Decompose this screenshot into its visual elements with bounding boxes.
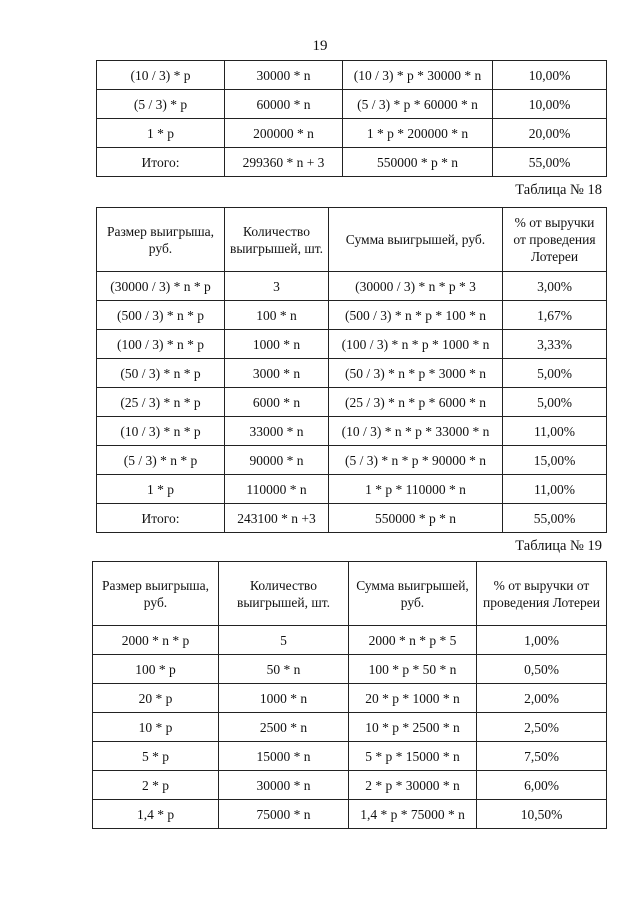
table-cell: (5 / 3) * n * p * 90000 * n [329,446,503,475]
table-cell: 5,00% [503,388,607,417]
table-cell: 15,00% [503,446,607,475]
table-cell: 20 * p * 1000 * n [349,684,477,713]
table-cell: (100 / 3) * n * p * 1000 * n [329,330,503,359]
table-cell: 20,00% [493,119,607,148]
table-cell: 2 * p [93,771,219,800]
table-cell: 2000 * n * p * 5 [349,626,477,655]
table-row [97,475,607,504]
table-cell: 30000 * n [225,61,343,90]
table-total-row [97,504,607,533]
table-cell: (5 / 3) * n * p [97,446,225,475]
column-header: Размер выигрыша, руб. [93,562,219,626]
table-cell: 6,00% [477,771,607,800]
table-row [93,800,607,829]
table-row [93,684,607,713]
table-cell: 5 * p * 15000 * n [349,742,477,771]
column-header: Количество выигрышей, шт. [219,562,349,626]
table-row [93,742,607,771]
table-cell: 100 * p * 50 * n [349,655,477,684]
page-number: 19 [312,38,328,54]
table-cell: 75000 * n [219,800,349,829]
column-header: Сумма выигрышей, руб. [349,562,477,626]
column-header: Сумма выигрышей, руб. [329,208,503,272]
table-cell: 1000 * n [225,330,329,359]
table-cell: 2 * p * 30000 * n [349,771,477,800]
table-cell: 55,00% [503,504,607,533]
table-cell: (50 / 3) * n * p * 3000 * n [329,359,503,388]
table-cell: 30000 * n [219,771,349,800]
table-cell: 5 * p [93,742,219,771]
table-row [93,771,607,800]
table-cell: 50 * n [219,655,349,684]
table-19-caption: Таблица № 19 [515,538,602,554]
table-cell: 299360 * n + 3 [225,148,343,177]
table-cell: 3,33% [503,330,607,359]
table-row [97,417,607,446]
table-cell: 1,4 * p * 75000 * n [349,800,477,829]
table-total-row [97,148,607,177]
table-cell: 1,00% [477,626,607,655]
table-row [97,330,607,359]
table-cell: (10 / 3) * n * p [97,417,225,446]
table-row [97,119,607,148]
table-cell: (30000 / 3) * n * p [97,272,225,301]
table-cell: (100 / 3) * n * p [97,330,225,359]
table-cell: 3 [225,272,329,301]
table-cell: (30000 / 3) * n * p * 3 [329,272,503,301]
table-cell: (10 / 3) * p [97,61,225,90]
table-row [93,626,607,655]
table-cell: 60000 * n [225,90,343,119]
table-cell: 90000 * n [225,446,329,475]
table-cell: 2,50% [477,713,607,742]
table-cell: 10 * p * 2500 * n [349,713,477,742]
table-cell: 7,50% [477,742,607,771]
table-cell: (50 / 3) * n * p [97,359,225,388]
table-cell: 550000 * p * n [343,148,493,177]
table-cell: 1,67% [503,301,607,330]
column-header: Количество выигрышей, шт. [225,208,329,272]
table-18-caption: Таблица № 18 [515,182,602,198]
table-cell: 200000 * n [225,119,343,148]
table-cell: 100 * n [225,301,329,330]
table-cell: 243100 * n +3 [225,504,329,533]
table-cell: 10 * p [93,713,219,742]
table-cell: 1 * p * 200000 * n [343,119,493,148]
table-cell: Итого: [97,148,225,177]
table-cell: 20 * p [93,684,219,713]
table-cell: (10 / 3) * n * p * 33000 * n [329,417,503,446]
table-cell: (10 / 3) * p * 30000 * n [343,61,493,90]
table-19 [92,561,607,829]
table-cell: 10,00% [493,61,607,90]
table-cell: 1000 * n [219,684,349,713]
table-cell: 5 [219,626,349,655]
table-cell: 5,00% [503,359,607,388]
table-row [97,272,607,301]
table-18-body [97,208,607,533]
table-row [93,713,607,742]
table-cell: 6000 * n [225,388,329,417]
table-cell: 11,00% [503,475,607,504]
table-row [93,655,607,684]
table-cell: (500 / 3) * n * p [97,301,225,330]
table-cell: 100 * p [93,655,219,684]
table-cell: 55,00% [493,148,607,177]
table-cell: 2500 * n [219,713,349,742]
table-cell: 11,00% [503,417,607,446]
table-cell: 10,50% [477,800,607,829]
table-cell: 2000 * n * p [93,626,219,655]
table-cell: 15000 * n [219,742,349,771]
table-row [97,446,607,475]
table-row [97,90,607,119]
table-cell: 0,50% [477,655,607,684]
table-cell: 1 * p * 110000 * n [329,475,503,504]
table-header-row [97,208,607,272]
column-header: % от выручки от проведения Лотереи [477,562,607,626]
table-cell: (25 / 3) * n * p * 6000 * n [329,388,503,417]
table-17-body [97,61,607,177]
table-cell: 110000 * n [225,475,329,504]
table-cell: 10,00% [493,90,607,119]
table-cell: Итого: [97,504,225,533]
table-header-row [93,562,607,626]
table-row [97,301,607,330]
table-18 [96,207,607,533]
table-cell: 1 * p [97,119,225,148]
column-header: % от выручки от проведения Лотереи [503,208,607,272]
table-cell: 33000 * n [225,417,329,446]
table-row [97,61,607,90]
table-cell: (500 / 3) * n * p * 100 * n [329,301,503,330]
table-17-continued [96,60,607,177]
table-cell: (25 / 3) * n * p [97,388,225,417]
column-header: Размер выигрыша, руб. [97,208,225,272]
table-cell: 1,4 * p [93,800,219,829]
table-row [97,359,607,388]
table-row [97,388,607,417]
table-cell: 3000 * n [225,359,329,388]
table-cell: 550000 * p * n [329,504,503,533]
table-cell: 3,00% [503,272,607,301]
table-cell: 2,00% [477,684,607,713]
table-19-body [93,562,607,829]
table-cell: (5 / 3) * p * 60000 * n [343,90,493,119]
table-cell: 1 * p [97,475,225,504]
table-cell: (5 / 3) * p [97,90,225,119]
